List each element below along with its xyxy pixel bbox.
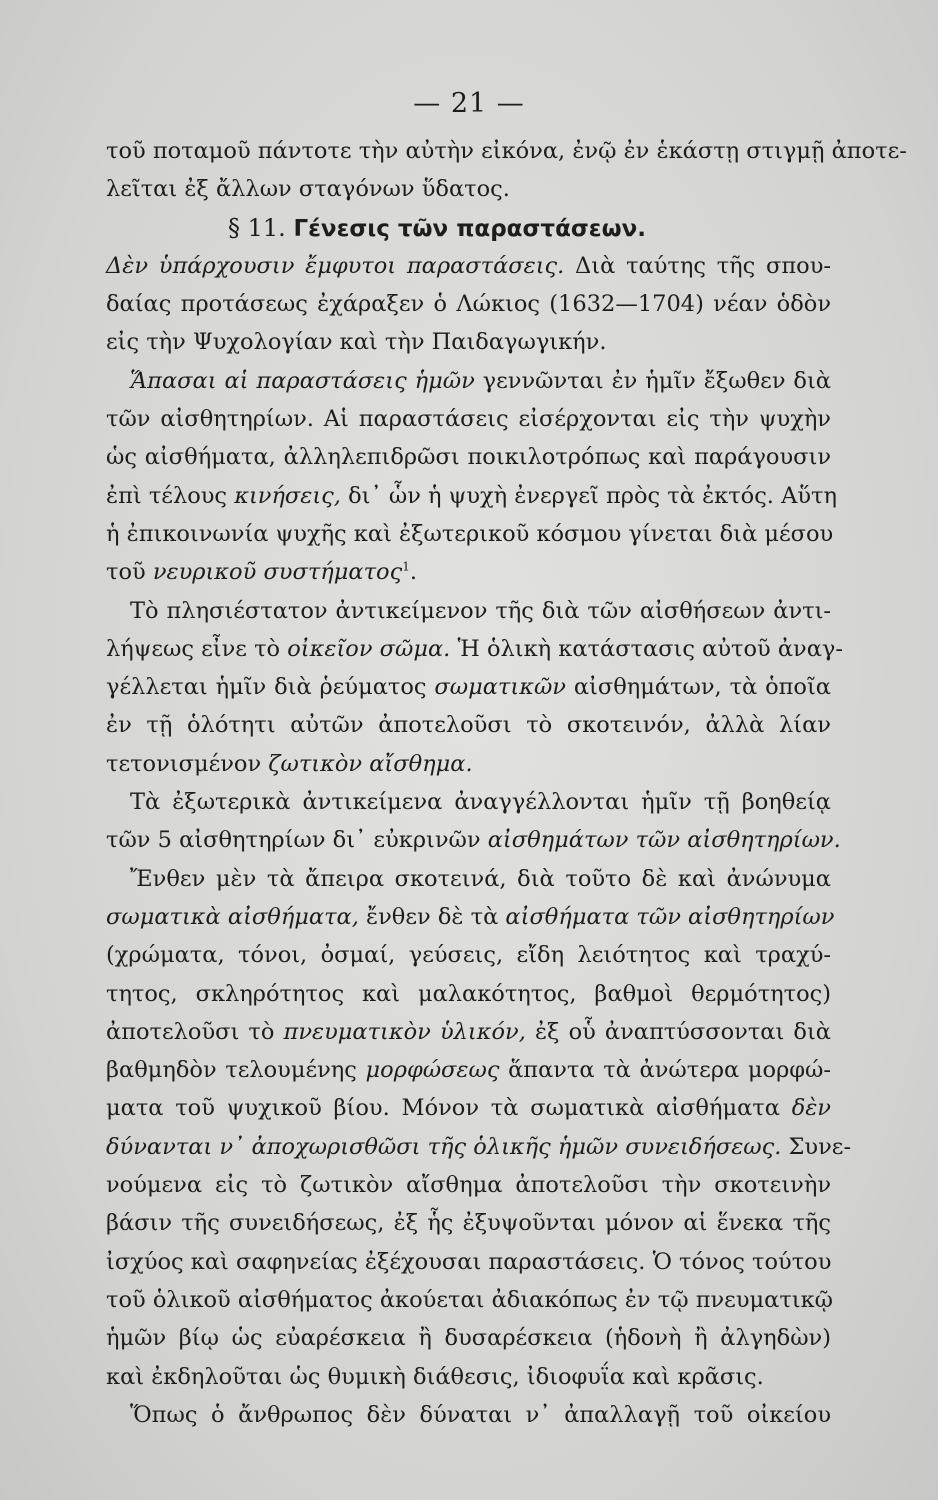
text-run: ἐπὶ τέλους xyxy=(106,482,235,509)
text-run: τετονισμένον xyxy=(106,750,269,777)
text-run: . xyxy=(409,559,417,586)
text-line xyxy=(106,1396,831,1434)
text-run: καὶ ἐκδηλοῦται ὡς θυμικὴ διάθεσις, ἰδιοφυΐα καὶ κρᾶσις. xyxy=(106,1363,764,1390)
text-run: ἅπαντα τὰ ἀνώτερα μορφώ- xyxy=(499,1057,831,1084)
text-line xyxy=(106,362,831,400)
section-title: Γένεσις τῶν παραστάσεων. xyxy=(293,215,646,242)
text-line xyxy=(106,745,831,783)
text-run: εἰς τὴν Ψυχολογίαν καὶ τὴν Παιδαγωγικήν. xyxy=(106,329,607,356)
section-number: § 11. xyxy=(228,213,286,242)
text-line xyxy=(106,170,831,208)
text-line xyxy=(106,1243,831,1281)
text-run: δαίας προτάσεως ἐχάραξεν ὁ Λώκιος (1632—1704) νέαν ὁδὸν xyxy=(106,291,831,318)
text-run: Τὸ πλησιέστατον ἀντικείμενον τῆς διὰ τῶν αἰσθήσεων ἀντι- xyxy=(130,597,831,624)
italic-run: νευρικοῦ συστήματος xyxy=(152,559,403,586)
text-line xyxy=(106,1051,831,1089)
italic-run: οἰκεῖον σῶμα. xyxy=(287,635,451,662)
text-line xyxy=(106,706,831,744)
text-line xyxy=(106,860,831,898)
italic-run: Ἅπασαι αἱ παραστάσεις ἡμῶν xyxy=(130,367,475,394)
text-run: ὡς αἰσθήματα, ἀλληλεπιδρῶσι ποικιλοτρόπως καὶ παράγουσιν xyxy=(106,444,831,471)
text-run: Τὰ ἐξωτερικὰ ἀντικείμενα ἀναγγέλλονται ἡμῖν τῇ βοηθείᾳ xyxy=(130,789,831,816)
italic-run: κινήσεις, xyxy=(234,482,341,509)
text-line xyxy=(106,1013,831,1051)
text-run: Διὰ ταύτης τῆς σπου- xyxy=(564,252,831,279)
text-line xyxy=(106,285,831,323)
text-run: αἰσθημάτων, τὰ ὁποῖα xyxy=(565,674,831,701)
text-line xyxy=(106,1204,831,1242)
text-line xyxy=(106,936,831,974)
text-run: τῶν αἰσθητηρίων. Αἱ παραστάσεις εἰσέρχονται εἰς τὴν ψυχὴν xyxy=(106,406,831,433)
italic-run: δύνανται ν᾽ ἀποχωρισθῶσι τῆς ὁλικῆς ἡμῶν συνειδήσεως. xyxy=(106,1133,782,1160)
text-run: Συνε- xyxy=(781,1133,852,1160)
text-run: λήψεως εἶνε τὸ xyxy=(106,635,288,662)
text-run: ἀποτελοῦσι τὸ xyxy=(106,1018,284,1045)
text-run: τητος, σκληρότητος καὶ μαλακότητος, βαθμοὶ θερμότητος) xyxy=(106,980,831,1007)
section-heading xyxy=(106,209,831,247)
text-run: βαθμηδὸν τελουμένης xyxy=(106,1057,366,1084)
text-run: γέλλεται ἡμῖν διὰ ῥεύματος xyxy=(106,674,435,701)
text-line xyxy=(106,323,831,361)
text-run: νούμενα εἰς τὸ ζωτικὸν αἴσθημα ἀποτελοῦσι τὴν σκοτεινὴν xyxy=(106,1172,831,1199)
text-line xyxy=(106,1358,831,1396)
text-line xyxy=(106,477,837,515)
italic-run: μορφώσεως xyxy=(365,1057,500,1084)
italic-run: σωματικῶν xyxy=(434,674,566,701)
text-line xyxy=(106,132,907,170)
text-line xyxy=(106,400,831,438)
text-line xyxy=(106,821,841,859)
text-run: ἰσχύος καὶ σαφηνείας ἐξέχουσαι παραστάσεις. Ὁ τόνος τούτου xyxy=(106,1248,832,1275)
text-run: ἐξ οὗ ἀναπτύσσονται διὰ xyxy=(525,1018,831,1045)
text-run: (χρώματα, τόνοι, ὀσμαί, γεύσεις, εἴδη λειότητος καὶ τραχύ- xyxy=(106,942,831,969)
text-line xyxy=(106,630,843,668)
italic-run: Δὲν ὑπάρχουσιν ἔμφυτοι παραστάσεις. xyxy=(106,252,565,279)
text-line xyxy=(106,1089,831,1127)
body-text xyxy=(106,132,907,1434)
text-run: βάσιν τῆς συνειδήσεως, ἐξ ἧς ἐξυψοῦνται μόνον αἱ ἕνεκα τῆς xyxy=(106,1210,831,1237)
text-run: τῶν 5 αἰσθητηρίων δι᾽ εὐκρινῶν xyxy=(106,827,488,854)
text-line xyxy=(106,515,834,553)
text-run: ἔνθεν δὲ τὰ xyxy=(358,903,506,930)
text-line xyxy=(106,438,831,476)
text-run: λεῖται ἐξ ἄλλων σταγόνων ὕδατος. xyxy=(106,176,510,203)
text-line xyxy=(106,592,831,630)
italic-run: πνευματικὸν ὑλικόν, xyxy=(283,1018,526,1045)
text-run: τοῦ ποταμοῦ πάντοτε τὴν αὐτὴν εἰκόνα, ἐνῷ ἐν ἑκάστῃ στιγμῇ ἀποτε- xyxy=(106,138,907,164)
italic-run: αἰσθήματα τῶν αἰσθητηρίων xyxy=(505,903,835,930)
footnote-marker: 1 xyxy=(402,559,410,574)
text-line xyxy=(106,1319,831,1357)
text-line xyxy=(106,783,831,821)
text-line xyxy=(106,898,835,936)
text-run: Ὅπως ὁ ἄνθρωπος δὲν δύναται ν᾽ ἀπαλλαγῇ τοῦ οἰκείου xyxy=(130,1401,831,1428)
text-run: δι᾽ ὧν ἡ ψυχὴ ἐνεργεῖ πρὸς τὰ ἐκτός. Αὕτη xyxy=(340,482,837,509)
text-run: γεννῶνται ἐν ἡμῖν ἔξωθεν διὰ xyxy=(474,367,831,394)
italic-run: σωματικὰ αἰσθήματα, xyxy=(106,903,359,930)
text-line xyxy=(106,247,831,285)
text-line xyxy=(106,1166,831,1204)
text-line xyxy=(106,975,831,1013)
italic-run: αἰσθημάτων τῶν αἰσθητηρίων. xyxy=(487,827,841,854)
italic-run: δὲν xyxy=(791,1095,831,1122)
text-line xyxy=(106,668,831,706)
text-line xyxy=(106,1128,852,1166)
italic-run: ζωτικὸν αἴσθημα. xyxy=(268,750,473,777)
text-run: ἡ ἐπικοινωνία ψυχῆς καὶ ἐξωτερικοῦ κόσμου γίνεται διὰ μέσου xyxy=(106,520,834,547)
text-run: Ἡ ὁλικὴ κατάστασις αὐτοῦ ἀναγ- xyxy=(450,635,843,662)
text-line xyxy=(106,553,831,591)
text-run: τοῦ xyxy=(106,559,153,586)
text-run: Ἔνθεν μὲν τὰ ἄπειρα σκοτεινά, διὰ τοῦτο δὲ καὶ ἀνώνυμα xyxy=(130,865,831,892)
page-number: — 21 — xyxy=(413,88,525,119)
text-run: ἡμῶν βίῳ ὡς εὐαρέσκεια ἢ δυσαρέσκεια (ἡδονὴ ἢ ἀλγηδὼν) xyxy=(106,1325,831,1352)
text-run: ἐν τῇ ὁλότητι αὐτῶν ἀποτελοῦσι τὸ σκοτεινόν, ἀλλὰ λίαν xyxy=(106,712,831,739)
text-line xyxy=(106,1281,834,1319)
text-run: ματα τοῦ ψυχικοῦ βίου. Μόνον τὰ σωματικὰ αἰσθήματα xyxy=(106,1095,792,1122)
text-run: τοῦ ὁλικοῦ αἰσθήματος ἀκούεται ἀδιακόπως ἐν τῷ πνευματικῷ xyxy=(106,1286,834,1313)
